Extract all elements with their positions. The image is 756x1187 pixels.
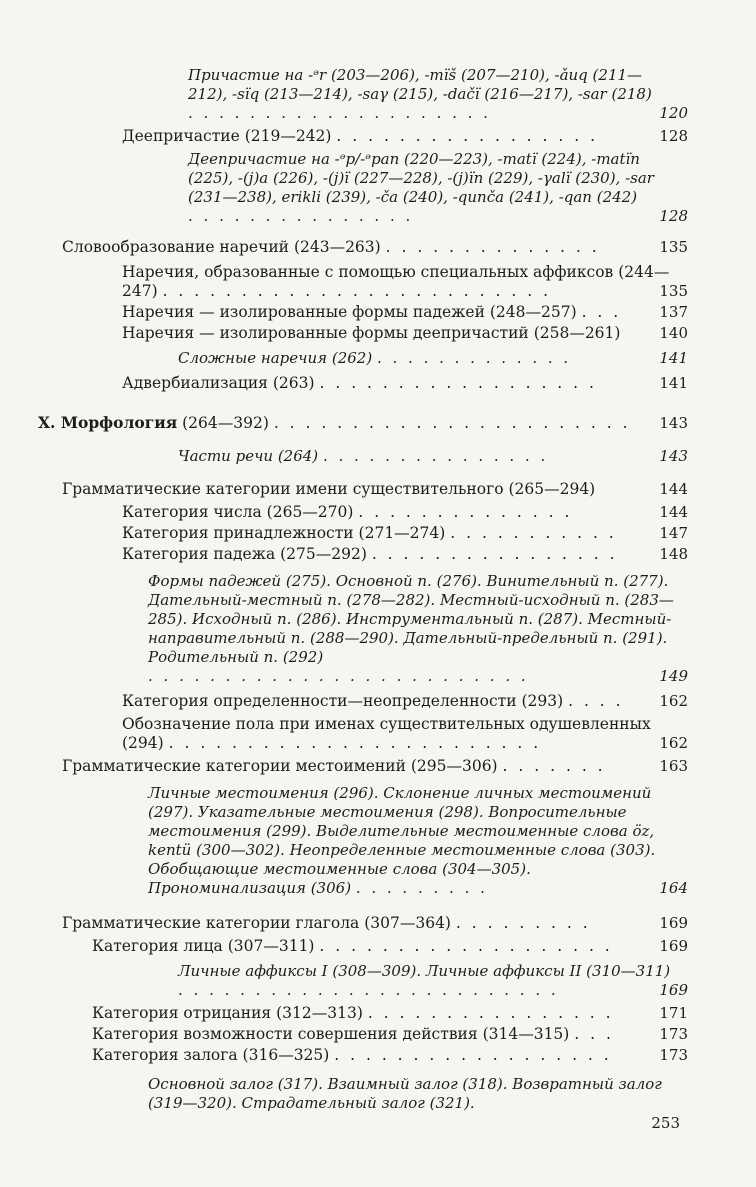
toc-page-number: 148	[659, 545, 688, 563]
toc-entry	[0, 127, 756, 146]
toc-entry-text: Основной залог (317). Взаимный залог (318). Возвратный залог (319—320). Страдательный залог (321).	[148, 1075, 662, 1112]
leader-dots: . . . . . . . . . . . . . . . . . . . . . . . . .	[162, 282, 552, 300]
toc-entry	[0, 480, 756, 499]
leader-dots: . . . . . . . . . . . . . . . . . . .	[319, 937, 613, 955]
toc-entry	[0, 572, 756, 686]
leader-dots: . . . . . . . . . . . . . . . . . . . . . . . . .	[148, 667, 529, 685]
toc-entry	[0, 914, 756, 933]
toc-entry-text: Личные аффиксы I (308—309). Личные аффиксы II (310—311)	[178, 962, 671, 980]
toc-entry	[0, 1075, 756, 1113]
toc-entry-text: Категория принадлежности (271—274)	[122, 524, 446, 542]
leader-dots: . . . . . . . . . . . . . . .	[188, 207, 414, 225]
leader-dots: . . . . . . . . . . . . . .	[385, 238, 600, 256]
leader-dots: . . . . . . . . . . . . . . .	[322, 447, 549, 465]
toc-entry	[0, 545, 756, 564]
toc-page-number: 120	[659, 104, 688, 122]
toc-page-number: 144	[659, 480, 688, 498]
toc-entry-text: Словообразование наречий (243—263)	[62, 238, 381, 256]
toc-entry-text: Части речи (264)	[178, 447, 319, 465]
toc-entry	[0, 150, 756, 226]
leader-dots: . . . . . . . . . . . . . . . . . . . .	[188, 104, 491, 122]
toc-entry	[0, 757, 756, 776]
leader-dots: . . . . . . . . . . . . . . . . .	[336, 127, 599, 145]
toc-entry	[0, 324, 756, 343]
toc-page-number: 143	[659, 414, 688, 432]
toc-page-number: 128	[659, 207, 688, 225]
toc-page-number: 135	[659, 238, 688, 256]
toc-entry-text: Деепричастие (219—242)	[122, 127, 332, 145]
toc-entry	[0, 374, 756, 393]
toc-entry	[0, 962, 756, 1000]
toc-entry-text: Категория лица (307—311)	[92, 937, 315, 955]
toc-page-number: 162	[659, 692, 688, 710]
toc-entry-text: Формы падежей (275). Основной п. (276). Винительный п. (277). Дательный-местный п. (278—282). Местный-исходный п. (283—285). Исходный п. (286). Инструментальный п. (287). Местный-направительный п. (288—290). Дательный-предельный п. (291). Родительный п. (292)	[148, 572, 674, 666]
toc-entry-text: Личные местоимения (296). Склонение личных местоимений (297). Указательные местоимения (298). Вопросительные местоимения (299). Выделительные местоименные слова öz, kentü (300—302). Неопределенные местоименные слова (303). Обобщающие местоименные слова (304—305). Прономинализация (306)	[148, 784, 656, 897]
toc-page-number: 144	[659, 503, 688, 521]
leader-dots: . . . . . . . . . . . . . . . . . . . . . . .	[273, 414, 631, 432]
toc-entry-text: (264—392)	[177, 414, 269, 432]
toc-entry-text: Грамматические категории имени существительного (265—294)	[62, 480, 596, 498]
toc-entry-text: Наречия — изолированные формы падежей (248—257)	[122, 303, 577, 321]
leader-dots: . . . . . . . . . . . . . . . .	[367, 1004, 614, 1022]
toc-page-number: 140	[659, 324, 688, 342]
leader-dots: . . . . . . . . . . . . . . . .	[371, 545, 618, 563]
table-of-contents	[0, 66, 756, 1113]
toc-entry	[0, 524, 756, 543]
toc-page-number: 164	[659, 879, 688, 897]
leader-dots: . . . . . . . . . . . . . . . . . .	[334, 1046, 612, 1064]
toc-entry-text: Адвербиализация (263)	[122, 374, 315, 392]
leader-dots: . . . . . . . . .	[355, 879, 488, 897]
toc-page-number: 169	[659, 937, 688, 955]
toc-entry-text: Категория падежа (275—292)	[122, 545, 367, 563]
toc-entry	[0, 937, 756, 956]
toc-entry-text: Категория числа (265—270)	[122, 503, 354, 521]
toc-entry-text: Категория отрицания (312—313)	[92, 1004, 363, 1022]
toc-page-number: 137	[659, 303, 688, 321]
leader-dots: . . . .	[568, 692, 624, 710]
toc-entry	[0, 1046, 756, 1065]
toc-entry	[0, 447, 756, 466]
toc-page-number: 173	[659, 1025, 688, 1043]
toc-page-number: 171	[659, 1004, 688, 1022]
toc-page-number: 169	[659, 914, 688, 932]
toc-entry-text: Наречия — изолированные формы деепричастий (258—261)	[122, 324, 621, 342]
toc-entry-text: Наречия, образованные с помощью специальных аффиксов (244—247)	[122, 263, 670, 300]
toc-entry-text: Деепричастие на -ᵊp/-ᵊpan (220—223), -matï (224), -matïn (225), -(j)a (226), -(j)ï (227—228), -(j)ïn (229), -γalï (230), -sar (231—238), erikli (239), -ča (240), -qunča (241), -qan (242)	[188, 150, 654, 206]
toc-entry	[0, 413, 756, 433]
leader-dots: . . . . . . . . .	[455, 914, 591, 932]
toc-entry-text: Причастие на -ᵊr (203—206), -mïš (207—210), -ǎuq (211—212), -sïq (213—214), -saγ (215), -dačï (216—217), -sar (218)	[188, 66, 652, 103]
toc-entry-text: Обозначение пола при именах существительных одушевленных (294)	[122, 715, 651, 752]
toc-page-number: 149	[659, 667, 688, 685]
leader-dots: . . .	[581, 303, 622, 321]
toc-entry	[0, 692, 756, 711]
toc-entry	[0, 263, 756, 301]
toc-entry-text: Грамматические категории глагола (307—364)	[62, 914, 451, 932]
toc-page-number: 135	[659, 282, 688, 300]
leader-dots: . . . . . . . . . . . . . . . . . . . . . . . .	[168, 734, 542, 752]
leader-dots: . . . . . . . . . . .	[450, 524, 617, 542]
chapter-title: X. Морфология	[38, 413, 178, 432]
toc-entry	[0, 1025, 756, 1044]
leader-dots: . . . . . . .	[502, 757, 606, 775]
leader-dots: . . . . . . . . . . . . . . . . . . . . . . . . .	[178, 981, 559, 999]
toc-page-number: 147	[659, 524, 688, 542]
leader-dots: . . . . . . . . . . . . . .	[358, 503, 573, 521]
toc-page-number: 169	[659, 981, 688, 999]
toc-page-number: 128	[659, 127, 688, 145]
toc-entry	[0, 503, 756, 522]
toc-entry-text: Категория возможности совершения действия (314—315)	[92, 1025, 570, 1043]
toc-entry	[0, 303, 756, 322]
toc-entry-text: Грамматические категории местоимений (295—306)	[62, 757, 498, 775]
toc-entry	[0, 66, 756, 123]
toc-entry	[0, 784, 756, 898]
toc-entry-text: Категория определенности—неопределенности (293)	[122, 692, 564, 710]
toc-page-number: 173	[659, 1046, 688, 1064]
toc-page-number: 141	[659, 349, 688, 367]
leader-dots: . . . . . . . . . . . . . . . . . .	[319, 374, 597, 392]
toc-page-number: 141	[659, 374, 688, 392]
toc-page-number: 143	[659, 447, 688, 465]
toc-page-number: 162	[659, 734, 688, 752]
toc-entry	[0, 349, 756, 368]
toc-entry	[0, 715, 756, 753]
toc-entry-text: Сложные наречия (262)	[178, 349, 373, 367]
leader-dots: . . . . . . . . . . . . .	[376, 349, 572, 367]
toc-page-number: 163	[659, 757, 688, 775]
leader-dots: . . .	[574, 1025, 614, 1043]
page-number: 253	[651, 1114, 680, 1132]
toc-entry-text: Категория залога (316—325)	[92, 1046, 330, 1064]
toc-entry	[0, 1004, 756, 1023]
toc-entry	[0, 238, 756, 257]
